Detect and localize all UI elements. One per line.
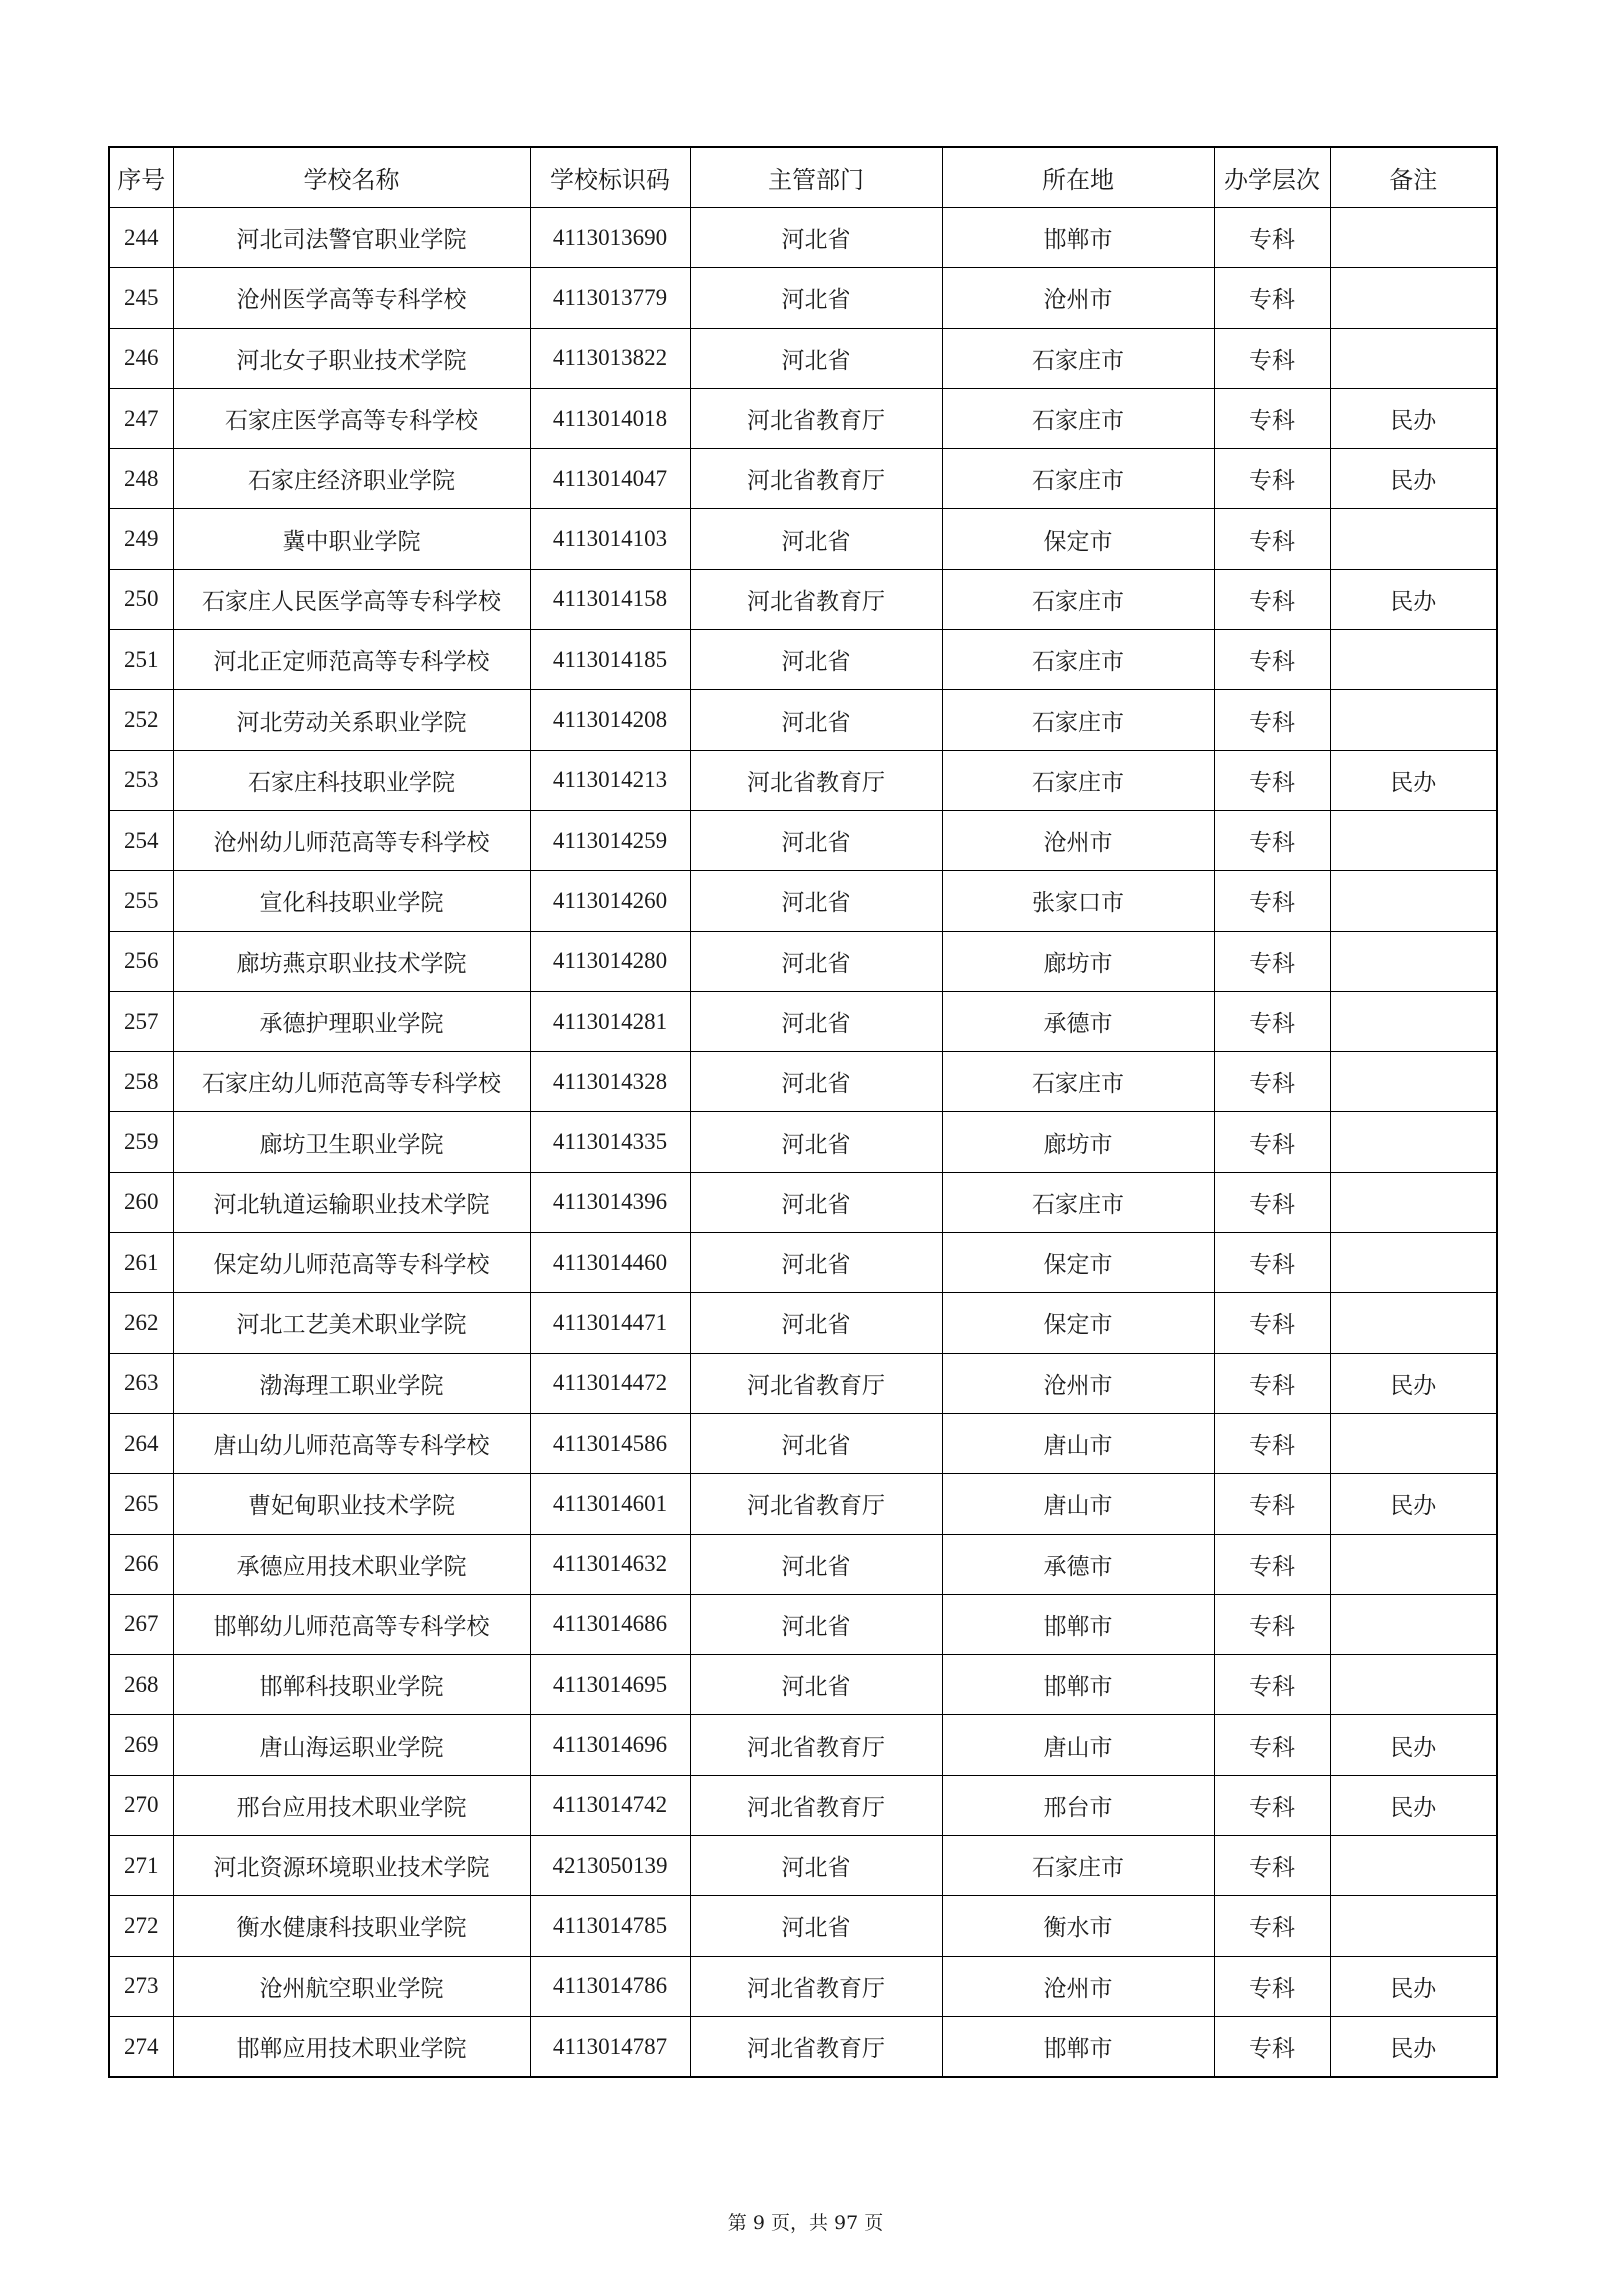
- cell-remarks: 民办: [1330, 2016, 1497, 2077]
- cell-school-code: 4113014742: [530, 1775, 690, 1835]
- table-row: [109, 810, 1497, 870]
- table-row: [109, 1534, 1497, 1594]
- cell-school-code: 4113014260: [530, 871, 690, 931]
- cell-index: 255: [109, 871, 173, 931]
- cell-department: 河北省: [690, 208, 942, 268]
- cell-level: 专科: [1214, 1052, 1330, 1112]
- cell-department: 河北省: [690, 690, 942, 750]
- table-row: [109, 630, 1497, 690]
- cell-school-name: 邯郸应用技术职业学院: [173, 2016, 530, 2077]
- cell-level: 专科: [1214, 871, 1330, 931]
- cell-level: 专科: [1214, 1896, 1330, 1956]
- cell-school-name: 渤海理工职业学院: [173, 1353, 530, 1413]
- cell-location: 承德市: [942, 991, 1214, 1051]
- cell-index: 273: [109, 1956, 173, 2016]
- cell-remarks: 民办: [1330, 1775, 1497, 1835]
- cell-school-code: 4113014335: [530, 1112, 690, 1172]
- cell-remarks: [1330, 1052, 1497, 1112]
- table-row: [109, 1052, 1497, 1112]
- cell-department: 河北省: [690, 871, 942, 931]
- cell-index: 250: [109, 569, 173, 629]
- cell-remarks: [1330, 1534, 1497, 1594]
- table-row: [109, 931, 1497, 991]
- cell-location: 沧州市: [942, 268, 1214, 328]
- cell-school-name: 石家庄人民医学高等专科学校: [173, 569, 530, 629]
- cell-department: 河北省: [690, 1172, 942, 1232]
- cell-department: 河北省教育厅: [690, 449, 942, 509]
- header-location: 所在地: [942, 147, 1214, 208]
- cell-school-name: 宣化科技职业学院: [173, 871, 530, 931]
- table-row: [109, 509, 1497, 569]
- cell-school-name: 衡水健康科技职业学院: [173, 1896, 530, 1956]
- cell-remarks: 民办: [1330, 1353, 1497, 1413]
- cell-school-code: 4113014632: [530, 1534, 690, 1594]
- cell-school-name: 保定幼儿师范高等专科学校: [173, 1233, 530, 1293]
- cell-school-name: 河北工艺美术职业学院: [173, 1293, 530, 1353]
- cell-location: 沧州市: [942, 1956, 1214, 2016]
- cell-department: 河北省教育厅: [690, 1775, 942, 1835]
- cell-school-code: 4113014208: [530, 690, 690, 750]
- table-header-row: [109, 147, 1497, 208]
- cell-school-code: 4113014586: [530, 1413, 690, 1473]
- cell-department: 河北省教育厅: [690, 1715, 942, 1775]
- table-row: [109, 328, 1497, 388]
- cell-department: 河北省: [690, 1112, 942, 1172]
- cell-school-code: 4113014471: [530, 1293, 690, 1353]
- cell-index: 264: [109, 1413, 173, 1473]
- cell-index: 259: [109, 1112, 173, 1172]
- cell-department: 河北省: [690, 1293, 942, 1353]
- cell-location: 石家庄市: [942, 1836, 1214, 1896]
- cell-department: 河北省: [690, 1896, 942, 1956]
- cell-index: 265: [109, 1474, 173, 1534]
- cell-level: 专科: [1214, 1233, 1330, 1293]
- cell-location: 廊坊市: [942, 931, 1214, 991]
- cell-level: 专科: [1214, 1474, 1330, 1534]
- cell-remarks: [1330, 268, 1497, 328]
- cell-remarks: [1330, 1172, 1497, 1232]
- cell-location: 邯郸市: [942, 2016, 1214, 2077]
- cell-school-code: 4113014280: [530, 931, 690, 991]
- cell-level: 专科: [1214, 2016, 1330, 2077]
- cell-school-name: 石家庄幼儿师范高等专科学校: [173, 1052, 530, 1112]
- cell-level: 专科: [1214, 1353, 1330, 1413]
- cell-school-code: 4113014695: [530, 1655, 690, 1715]
- cell-remarks: 民办: [1330, 1715, 1497, 1775]
- table-row: [109, 268, 1497, 328]
- cell-index: 261: [109, 1233, 173, 1293]
- cell-level: 专科: [1214, 569, 1330, 629]
- cell-school-name: 沧州航空职业学院: [173, 1956, 530, 2016]
- cell-school-name: 邢台应用技术职业学院: [173, 1775, 530, 1835]
- cell-department: 河北省: [690, 509, 942, 569]
- cell-level: 专科: [1214, 1534, 1330, 1594]
- cell-remarks: [1330, 1594, 1497, 1654]
- table-body: [109, 208, 1497, 2078]
- cell-level: 专科: [1214, 1956, 1330, 2016]
- cell-department: 河北省教育厅: [690, 1474, 942, 1534]
- cell-location: 石家庄市: [942, 690, 1214, 750]
- cell-department: 河北省: [690, 1413, 942, 1473]
- cell-location: 沧州市: [942, 1353, 1214, 1413]
- cell-school-code: 4113014460: [530, 1233, 690, 1293]
- cell-school-name: 冀中职业学院: [173, 509, 530, 569]
- cell-location: 石家庄市: [942, 388, 1214, 448]
- cell-school-code: 4113014213: [530, 750, 690, 810]
- cell-level: 专科: [1214, 449, 1330, 509]
- cell-remarks: [1330, 1233, 1497, 1293]
- cell-level: 专科: [1214, 991, 1330, 1051]
- header-school-code: 学校标识码: [530, 147, 690, 208]
- header-remarks: 备注: [1330, 147, 1497, 208]
- cell-school-name: 河北轨道运输职业技术学院: [173, 1172, 530, 1232]
- school-list-table: [108, 146, 1498, 2078]
- cell-level: 专科: [1214, 1836, 1330, 1896]
- cell-school-name: 曹妃甸职业技术学院: [173, 1474, 530, 1534]
- cell-department: 河北省: [690, 1836, 942, 1896]
- cell-school-code: 4113014601: [530, 1474, 690, 1534]
- cell-location: 唐山市: [942, 1474, 1214, 1534]
- table-row: [109, 1293, 1497, 1353]
- cell-location: 保定市: [942, 1293, 1214, 1353]
- cell-level: 专科: [1214, 1112, 1330, 1172]
- cell-location: 石家庄市: [942, 630, 1214, 690]
- header-level: 办学层次: [1214, 147, 1330, 208]
- cell-school-code: 4113013822: [530, 328, 690, 388]
- cell-location: 邯郸市: [942, 1594, 1214, 1654]
- cell-index: 258: [109, 1052, 173, 1112]
- cell-index: 268: [109, 1655, 173, 1715]
- cell-school-code: 4113014047: [530, 449, 690, 509]
- cell-location: 保定市: [942, 1233, 1214, 1293]
- cell-remarks: 民办: [1330, 750, 1497, 810]
- page-footer: 第 9 页，共 97 页: [727, 2212, 884, 2234]
- table-row: [109, 1474, 1497, 1534]
- cell-index: 256: [109, 931, 173, 991]
- cell-remarks: [1330, 810, 1497, 870]
- cell-level: 专科: [1214, 208, 1330, 268]
- cell-index: 249: [109, 509, 173, 569]
- table-row: [109, 991, 1497, 1051]
- cell-school-code: 4113014696: [530, 1715, 690, 1775]
- cell-index: 254: [109, 810, 173, 870]
- cell-level: 专科: [1214, 931, 1330, 991]
- cell-school-name: 唐山海运职业学院: [173, 1715, 530, 1775]
- cell-index: 267: [109, 1594, 173, 1654]
- cell-index: 257: [109, 991, 173, 1051]
- cell-department: 河北省: [690, 810, 942, 870]
- cell-school-code: 4113013779: [530, 268, 690, 328]
- cell-level: 专科: [1214, 1655, 1330, 1715]
- cell-school-code: 4113014785: [530, 1896, 690, 1956]
- cell-remarks: [1330, 1836, 1497, 1896]
- cell-school-name: 承德护理职业学院: [173, 991, 530, 1051]
- cell-level: 专科: [1214, 750, 1330, 810]
- table-row: [109, 388, 1497, 448]
- cell-school-code: 4113014328: [530, 1052, 690, 1112]
- cell-remarks: 民办: [1330, 1474, 1497, 1534]
- cell-location: 张家口市: [942, 871, 1214, 931]
- cell-location: 廊坊市: [942, 1112, 1214, 1172]
- cell-department: 河北省: [690, 1534, 942, 1594]
- cell-location: 保定市: [942, 509, 1214, 569]
- cell-index: 253: [109, 750, 173, 810]
- cell-remarks: [1330, 1896, 1497, 1956]
- cell-department: 河北省教育厅: [690, 1956, 942, 2016]
- table-row: [109, 871, 1497, 931]
- cell-department: 河北省: [690, 1233, 942, 1293]
- cell-remarks: [1330, 931, 1497, 991]
- cell-department: 河北省教育厅: [690, 569, 942, 629]
- cell-location: 衡水市: [942, 1896, 1214, 1956]
- cell-school-name: 廊坊燕京职业技术学院: [173, 931, 530, 991]
- cell-school-name: 石家庄经济职业学院: [173, 449, 530, 509]
- table-row: [109, 208, 1497, 268]
- cell-index: 248: [109, 449, 173, 509]
- cell-remarks: [1330, 1112, 1497, 1172]
- cell-level: 专科: [1214, 630, 1330, 690]
- cell-school-name: 承德应用技术职业学院: [173, 1534, 530, 1594]
- cell-remarks: [1330, 208, 1497, 268]
- header-department: 主管部门: [690, 147, 942, 208]
- cell-school-name: 邯郸科技职业学院: [173, 1655, 530, 1715]
- cell-department: 河北省教育厅: [690, 388, 942, 448]
- cell-level: 专科: [1214, 328, 1330, 388]
- cell-level: 专科: [1214, 810, 1330, 870]
- cell-location: 沧州市: [942, 810, 1214, 870]
- cell-index: 270: [109, 1775, 173, 1835]
- cell-remarks: 民办: [1330, 449, 1497, 509]
- cell-index: 271: [109, 1836, 173, 1896]
- cell-level: 专科: [1214, 690, 1330, 750]
- cell-department: 河北省: [690, 1052, 942, 1112]
- cell-location: 邢台市: [942, 1775, 1214, 1835]
- cell-school-code: 4113014158: [530, 569, 690, 629]
- table-row: [109, 1956, 1497, 2016]
- cell-department: 河北省: [690, 630, 942, 690]
- cell-department: 河北省: [690, 268, 942, 328]
- cell-index: 252: [109, 690, 173, 750]
- cell-index: 266: [109, 1534, 173, 1594]
- cell-department: 河北省教育厅: [690, 2016, 942, 2077]
- cell-index: 247: [109, 388, 173, 448]
- cell-level: 专科: [1214, 268, 1330, 328]
- table-row: [109, 1353, 1497, 1413]
- cell-level: 专科: [1214, 1594, 1330, 1654]
- cell-school-name: 河北劳动关系职业学院: [173, 690, 530, 750]
- cell-remarks: [1330, 1655, 1497, 1715]
- cell-location: 石家庄市: [942, 328, 1214, 388]
- cell-level: 专科: [1214, 509, 1330, 569]
- cell-location: 承德市: [942, 1534, 1214, 1594]
- cell-department: 河北省: [690, 931, 942, 991]
- cell-remarks: [1330, 630, 1497, 690]
- cell-index: 245: [109, 268, 173, 328]
- cell-remarks: 民办: [1330, 388, 1497, 448]
- cell-index: 262: [109, 1293, 173, 1353]
- table-row: [109, 1112, 1497, 1172]
- table-row: [109, 1413, 1497, 1473]
- table-row: [109, 569, 1497, 629]
- cell-school-name: 石家庄科技职业学院: [173, 750, 530, 810]
- cell-school-name: 邯郸幼儿师范高等专科学校: [173, 1594, 530, 1654]
- cell-school-code: 4113014018: [530, 388, 690, 448]
- cell-school-code: 4113014686: [530, 1594, 690, 1654]
- cell-school-name: 唐山幼儿师范高等专科学校: [173, 1413, 530, 1473]
- cell-school-name: 沧州医学高等专科学校: [173, 268, 530, 328]
- cell-level: 专科: [1214, 1172, 1330, 1232]
- cell-remarks: [1330, 690, 1497, 750]
- cell-school-code: 4113014259: [530, 810, 690, 870]
- cell-school-name: 河北司法警官职业学院: [173, 208, 530, 268]
- cell-index: 246: [109, 328, 173, 388]
- cell-school-code: 4113014185: [530, 630, 690, 690]
- cell-index: 260: [109, 1172, 173, 1232]
- cell-department: 河北省: [690, 328, 942, 388]
- cell-remarks: [1330, 1413, 1497, 1473]
- cell-school-code: 4113013690: [530, 208, 690, 268]
- cell-school-name: 石家庄医学高等专科学校: [173, 388, 530, 448]
- cell-school-code: 4113014396: [530, 1172, 690, 1232]
- cell-index: 272: [109, 1896, 173, 1956]
- cell-remarks: [1330, 871, 1497, 931]
- cell-remarks: [1330, 509, 1497, 569]
- cell-location: 石家庄市: [942, 1052, 1214, 1112]
- cell-school-code: 4113014281: [530, 991, 690, 1051]
- cell-index: 251: [109, 630, 173, 690]
- cell-school-name: 沧州幼儿师范高等专科学校: [173, 810, 530, 870]
- cell-department: 河北省: [690, 1594, 942, 1654]
- cell-remarks: [1330, 328, 1497, 388]
- cell-school-code: 4113014787: [530, 2016, 690, 2077]
- cell-level: 专科: [1214, 1293, 1330, 1353]
- cell-school-code: 4213050139: [530, 1836, 690, 1896]
- cell-school-name: 河北正定师范高等专科学校: [173, 630, 530, 690]
- cell-school-name: 河北资源环境职业技术学院: [173, 1836, 530, 1896]
- table-row: [109, 690, 1497, 750]
- cell-location: 石家庄市: [942, 1172, 1214, 1232]
- cell-remarks: [1330, 1293, 1497, 1353]
- cell-location: 邯郸市: [942, 1655, 1214, 1715]
- header-index: 序号: [109, 147, 173, 208]
- table-row: [109, 1172, 1497, 1232]
- table-row: [109, 1655, 1497, 1715]
- cell-school-name: 河北女子职业技术学院: [173, 328, 530, 388]
- cell-level: 专科: [1214, 388, 1330, 448]
- cell-remarks: 民办: [1330, 569, 1497, 629]
- cell-department: 河北省教育厅: [690, 1353, 942, 1413]
- cell-level: 专科: [1214, 1775, 1330, 1835]
- cell-remarks: 民办: [1330, 1956, 1497, 2016]
- table-row: [109, 1836, 1497, 1896]
- cell-location: 石家庄市: [942, 569, 1214, 629]
- cell-level: 专科: [1214, 1413, 1330, 1473]
- cell-index: 274: [109, 2016, 173, 2077]
- cell-remarks: [1330, 991, 1497, 1051]
- cell-school-code: 4113014103: [530, 509, 690, 569]
- cell-location: 邯郸市: [942, 208, 1214, 268]
- cell-location: 唐山市: [942, 1715, 1214, 1775]
- cell-index: 244: [109, 208, 173, 268]
- cell-level: 专科: [1214, 1715, 1330, 1775]
- table-row: [109, 1775, 1497, 1835]
- table-row: [109, 750, 1497, 810]
- header-school-name: 学校名称: [173, 147, 530, 208]
- cell-location: 石家庄市: [942, 449, 1214, 509]
- table-row: [109, 1715, 1497, 1775]
- cell-school-code: 4113014472: [530, 1353, 690, 1413]
- cell-school-code: 4113014786: [530, 1956, 690, 2016]
- cell-school-name: 廊坊卫生职业学院: [173, 1112, 530, 1172]
- cell-department: 河北省教育厅: [690, 750, 942, 810]
- cell-index: 269: [109, 1715, 173, 1775]
- table-row: [109, 1233, 1497, 1293]
- cell-location: 石家庄市: [942, 750, 1214, 810]
- cell-location: 唐山市: [942, 1413, 1214, 1473]
- cell-index: 263: [109, 1353, 173, 1413]
- table-row: [109, 1594, 1497, 1654]
- cell-department: 河北省: [690, 1655, 942, 1715]
- table-row: [109, 2016, 1497, 2077]
- cell-department: 河北省: [690, 991, 942, 1051]
- table-row: [109, 449, 1497, 509]
- table-row: [109, 1896, 1497, 1956]
